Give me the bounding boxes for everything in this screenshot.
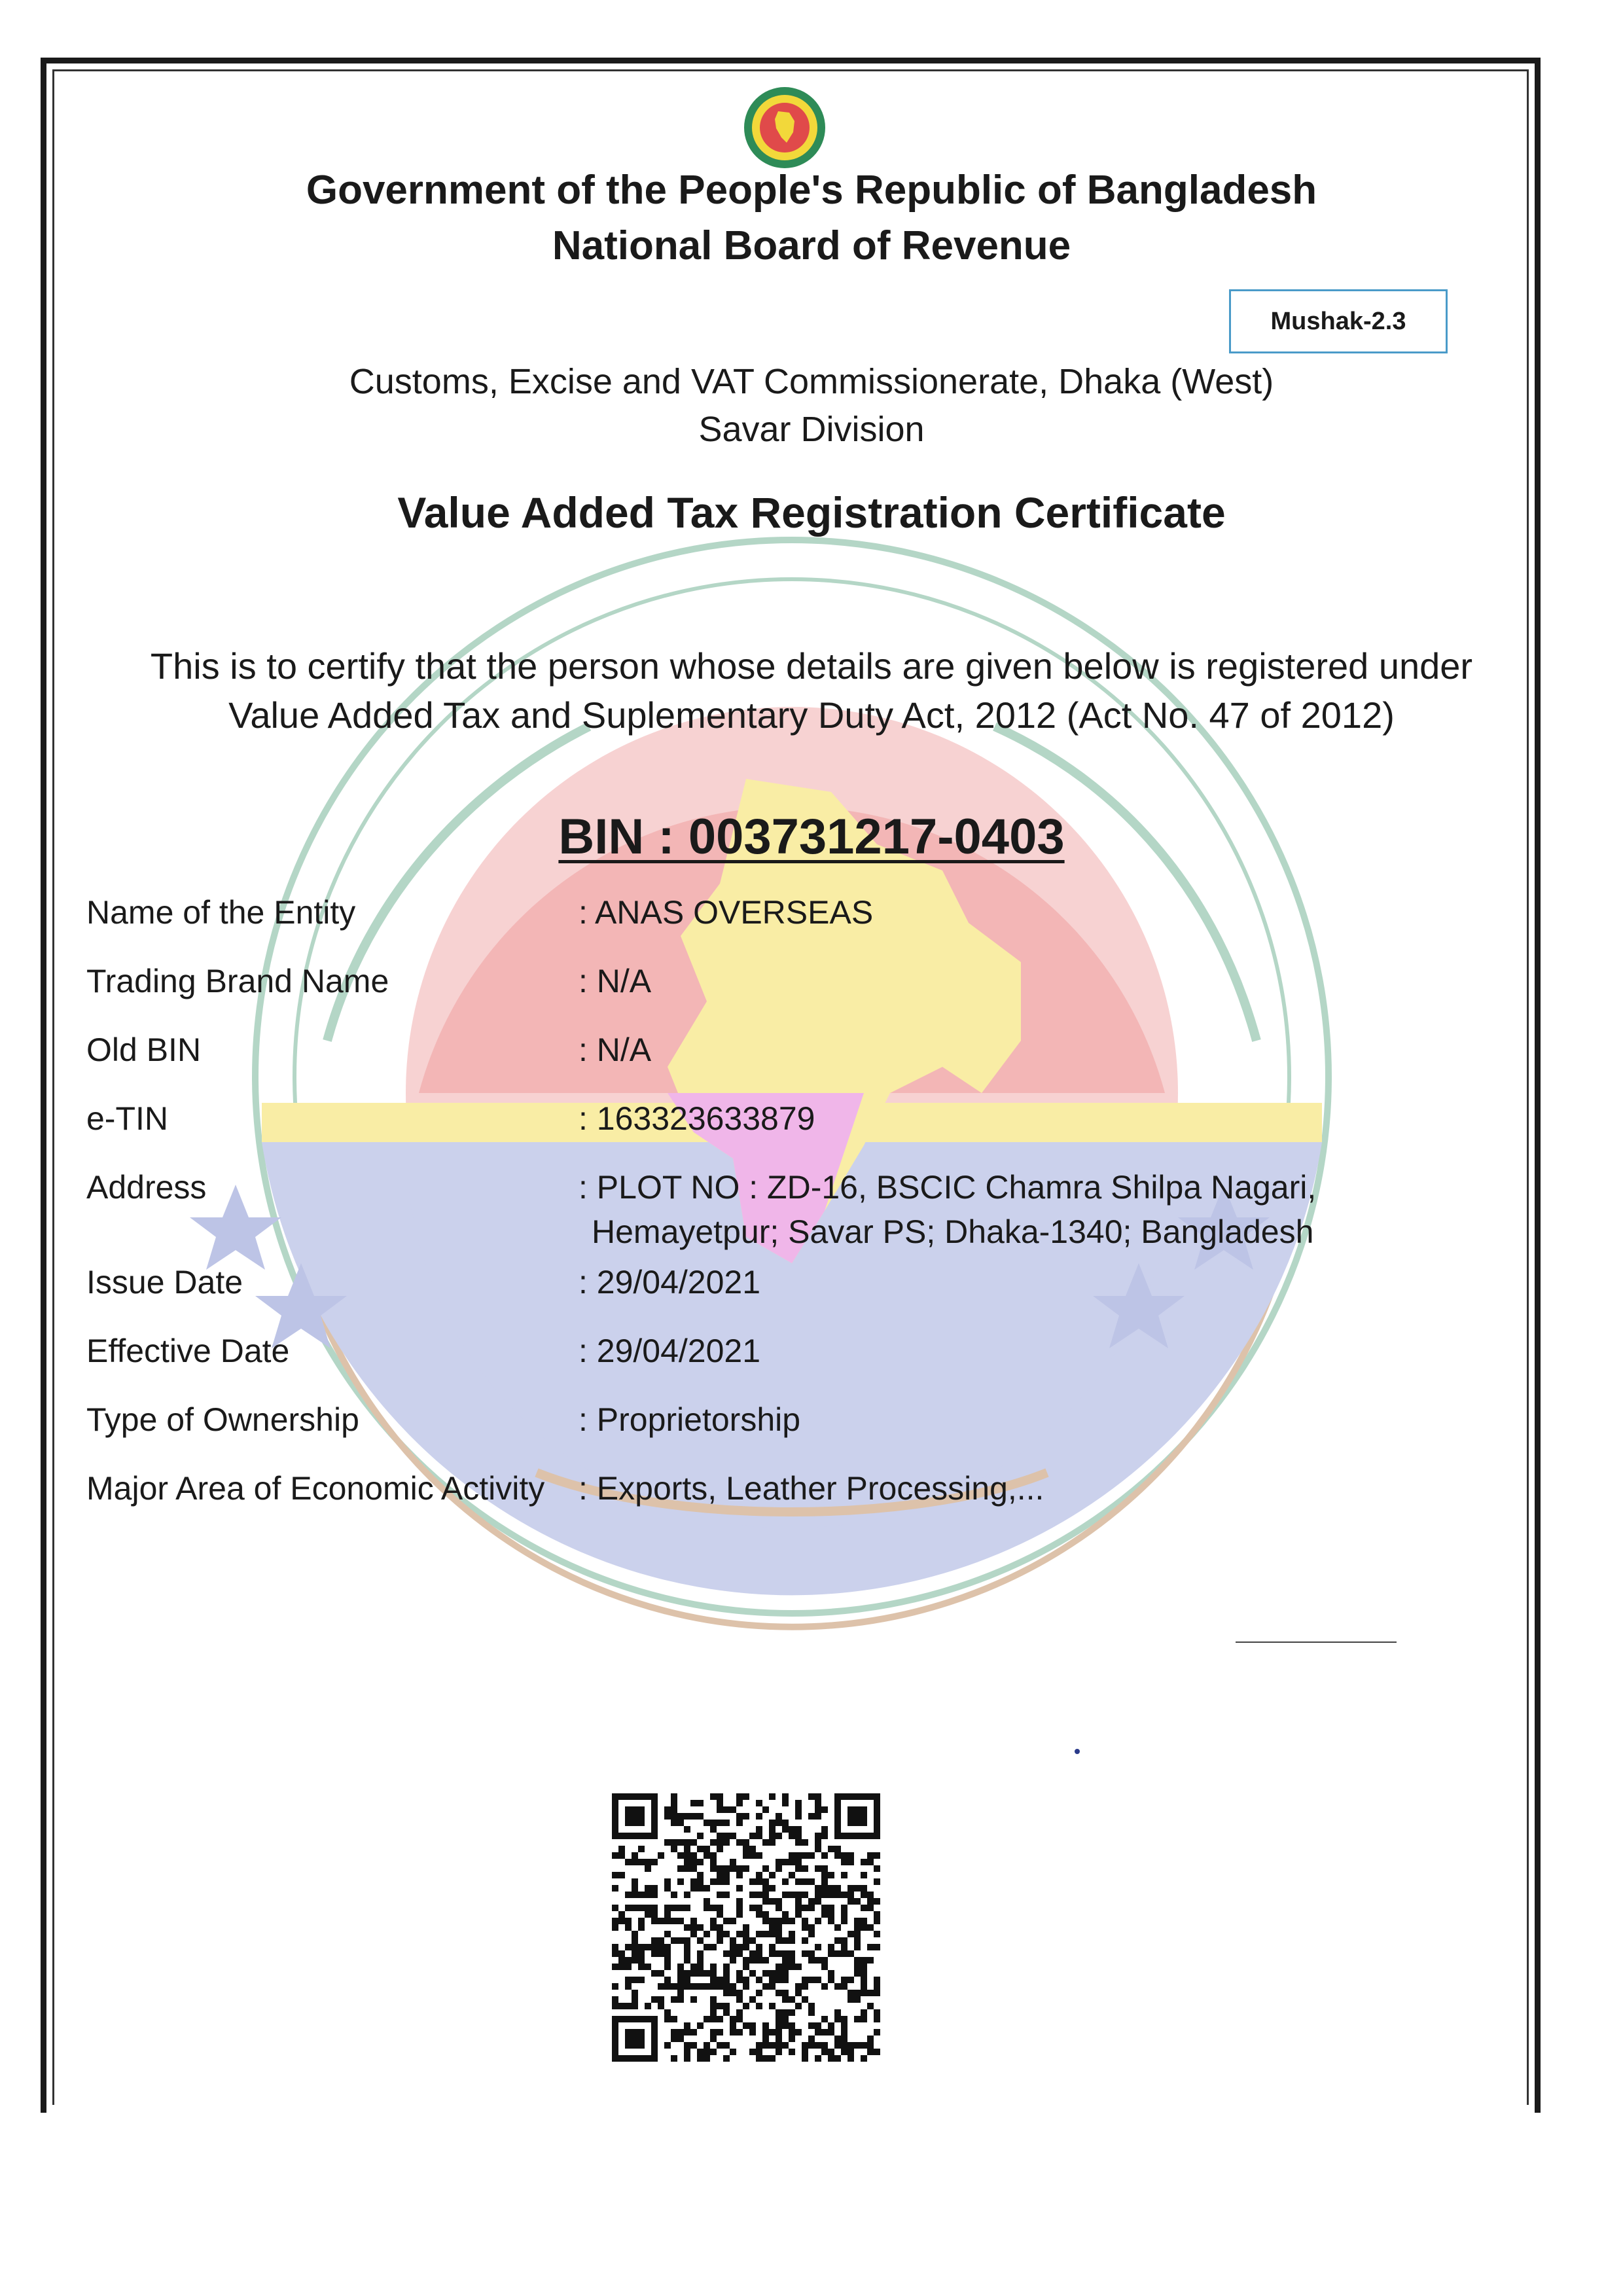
- detail-value: : Exports, Leather Processing,...: [579, 1470, 1044, 1507]
- detail-value: : ANAS OVERSEAS: [579, 894, 874, 931]
- ink-speck: [1075, 1749, 1080, 1754]
- qr-code-icon: [612, 1793, 880, 2062]
- form-code-box: Mushak-2.3: [1229, 289, 1448, 353]
- detail-value: : N/A: [579, 1031, 652, 1068]
- certify-statement-line2: Value Added Tax and Suplementary Duty Act, 2012 (Act No. 47 of 2012): [228, 694, 1395, 736]
- detail-label: Trading Brand Name: [86, 963, 389, 999]
- detail-label: Type of Ownership: [86, 1401, 359, 1438]
- detail-value: : PLOT NO : ZD-16, BSCIC Chamra Shilpa Nagari,: [579, 1169, 1317, 1206]
- signature-line: [1236, 1641, 1397, 1643]
- division: Savar Division: [698, 410, 925, 449]
- detail-value: : 29/04/2021: [579, 1264, 761, 1300]
- detail-value: : Proprietorship: [579, 1401, 801, 1438]
- detail-label: Effective Date: [86, 1333, 290, 1369]
- detail-value: : N/A: [579, 963, 652, 999]
- detail-label: Old BIN: [86, 1031, 202, 1068]
- detail-label: Issue Date: [86, 1264, 243, 1300]
- board-title: National Board of Revenue: [552, 223, 1071, 268]
- commissionerate: Customs, Excise and VAT Commissionerate, Dhaka (West): [349, 362, 1274, 401]
- detail-value-line2: Hemayetpur; Savar PS; Dhaka-1340; Bangladesh: [592, 1213, 1314, 1250]
- government-title: Government of the People's Republic of Bangladesh: [306, 168, 1317, 213]
- detail-value: : 163323633879: [579, 1100, 815, 1137]
- detail-value: : 29/04/2021: [579, 1333, 761, 1369]
- bangladesh-emblem-icon: [742, 85, 827, 170]
- detail-label: e-TIN: [86, 1100, 168, 1137]
- detail-label: Address: [86, 1169, 207, 1206]
- detail-label: Major Area of Economic Activity: [86, 1470, 545, 1507]
- bin-number: BIN : 003731217-0403: [558, 809, 1065, 865]
- certificate-title: Value Added Tax Registration Certificate: [397, 488, 1226, 537]
- certify-statement-line1: This is to certify that the person whose details are given below is registered under: [150, 645, 1473, 687]
- detail-label: Name of the Entity: [86, 894, 356, 931]
